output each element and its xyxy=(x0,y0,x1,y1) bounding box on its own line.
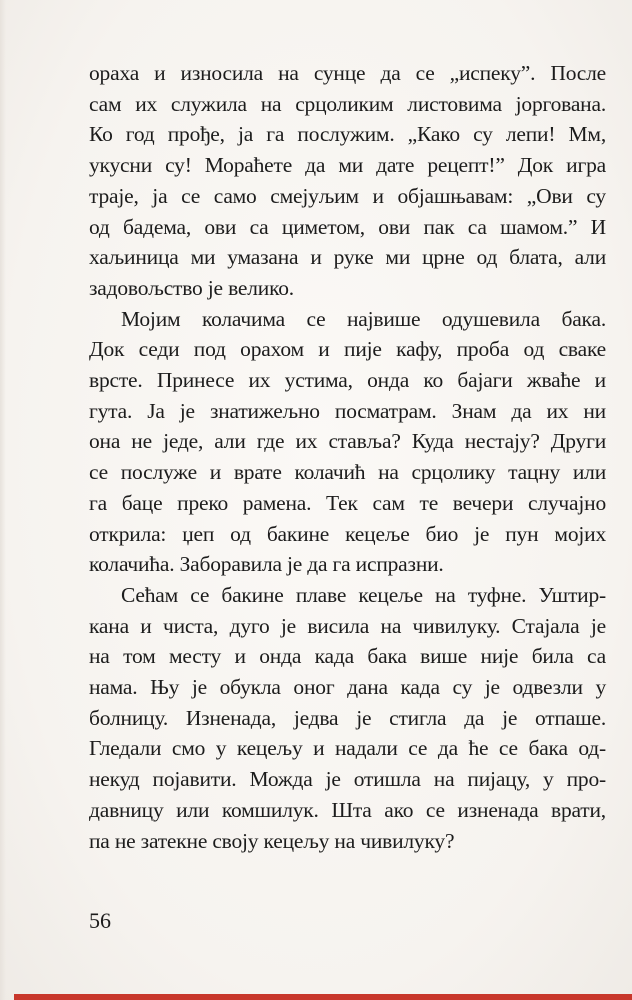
text-line: од бадема, ови са циметом, ови пак са шамом.” И xyxy=(89,214,606,239)
paragraph-1 xyxy=(89,58,606,304)
text-line: Док седи под орахом и пије кафу, проба од сваке xyxy=(89,337,606,362)
text-line: колачића. Заборавила је да га испразни. xyxy=(89,552,444,577)
text-line: врсте. Принесе их устима, онда ко бајаги жваће и xyxy=(89,368,606,393)
text-line: хаљиница ми умазана и руке ми црне од блата, али xyxy=(89,245,606,270)
text-line: сам их служила на срцоликим листовима јоргована. xyxy=(89,91,606,116)
text-line: нама. Њу је обукла оног дана када су је одвезли у xyxy=(89,675,606,700)
page-number: 56 xyxy=(89,908,111,933)
text-line: па не затекне своју кецељу на чивилуку? xyxy=(89,828,455,853)
text-line: задовољство је велико. xyxy=(89,275,294,300)
text-line: болницу. Изненада, једва је стигла да је отпаше. xyxy=(89,705,606,730)
text-line: укусни су! Мораћете да ми дате рецепт!” Док игра xyxy=(89,153,606,178)
text-line: некуд појавити. Можда је отишла на пијацу, у про- xyxy=(89,767,606,792)
text-line: Ко год прође, ја га послужим. „Како су лепи! Мм, xyxy=(89,122,606,147)
page-gutter-shadow xyxy=(0,0,6,1000)
text-line: ораха и износила на сунце да се „испеку”. После xyxy=(89,61,606,85)
text-line: на том месту и онда када бака више није била са xyxy=(89,644,606,669)
paragraph-2 xyxy=(89,304,606,580)
body-text xyxy=(89,58,606,856)
bottom-edge-stripe xyxy=(14,994,632,1000)
text-line: Сећам се бакине плаве кецеље на туфне. Уштир- xyxy=(121,582,606,607)
text-line: га баце преко рамена. Тек сам те вечери случајно xyxy=(89,490,606,515)
text-line: Гледали смо у кецељу и надали се да ће се бака од- xyxy=(89,736,606,761)
text-line: се послуже и врате колачић на срцолику тацну или xyxy=(89,460,606,485)
text-line: траје, ја се само смејуљим и објашњавам: „Ови су xyxy=(89,183,606,208)
text-line: она не једе, али где их ставља? Куда нестају? Други xyxy=(89,429,606,454)
text-line: кана и чиста, дуго је висила на чивилуку. Стајала је xyxy=(89,613,606,638)
paragraph-3 xyxy=(89,580,606,856)
text-line: гута. Ја је знатижељно посматрам. Знам да их ни xyxy=(89,398,606,423)
text-line: давницу или комшилук. Шта ако се изненада врати, xyxy=(89,797,606,822)
text-line: Мојим колачима се највише одушевила бака. xyxy=(121,306,606,331)
text-line: открила: џеп од бакине кецеље био је пун мојих xyxy=(89,521,606,546)
